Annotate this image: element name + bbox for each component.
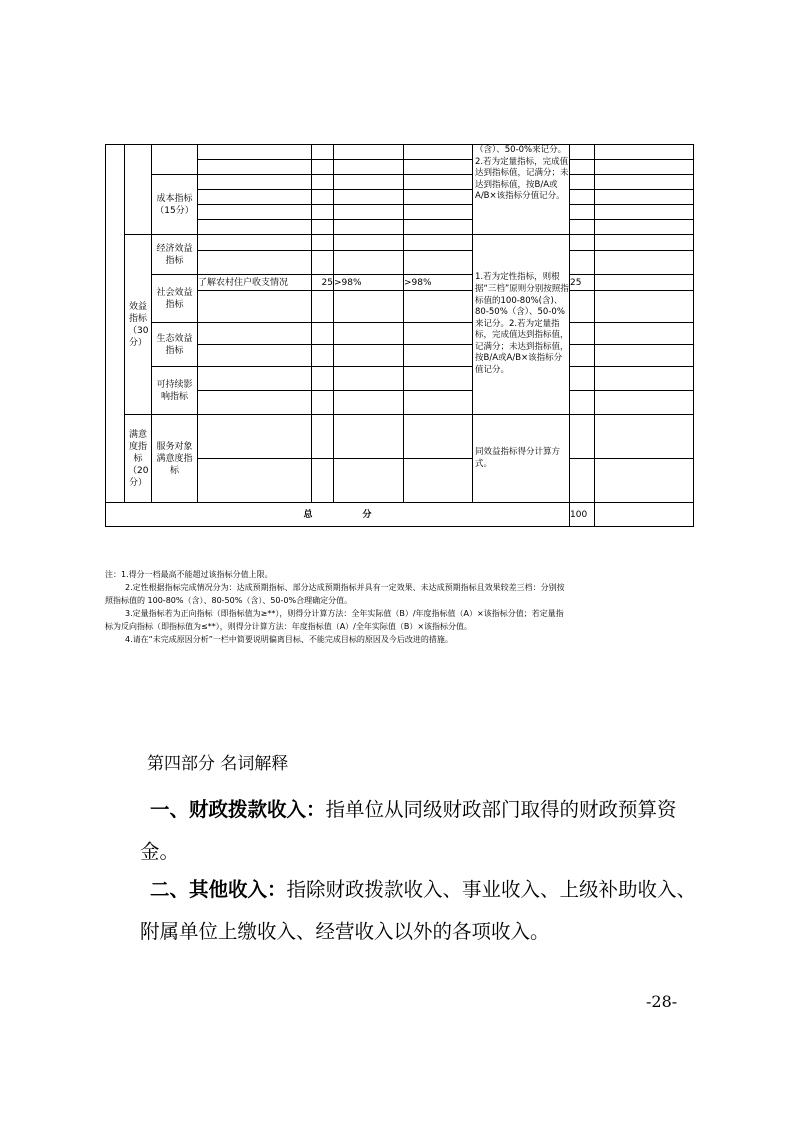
term-2: 二、其他收入：: [150, 878, 287, 901]
social-indicator-label: 社会效益指标: [152, 275, 198, 323]
social-indicator-score: 25: [570, 275, 595, 291]
subcategory-column: [125, 145, 152, 235]
social-indicator-target: >98%: [334, 275, 404, 291]
term-1-definition: 指单位从同级财政部门取得的财政预算资金。: [140, 798, 677, 863]
social-indicator-actual: >98%: [404, 275, 473, 291]
category-column: [106, 145, 125, 503]
term-2-definition: 指除财政拨款收入、事业收入、上级补助收入、附属单位上缴收入、经营收入以外的各项收入。: [140, 878, 697, 943]
effect-indicator-label: 效益指标（30分）: [125, 235, 152, 415]
satisfaction-indicator-label: 满意度指标（20分）: [125, 415, 152, 503]
scoring-note-effect: 1.若为定性指标，则根据“三档”原则分别按照指标值的100-80%(含)、80-50%（含）、50-0%来记分。2.若为定量指标，完成值达到指标值，记满分；未达到指标值，按B/A或A/B×该指标分值记分。: [473, 235, 570, 415]
cost-indicator-label: 成本指标（15分）: [152, 175, 198, 235]
scoring-note-satisfaction: 同效益指标得分计算方式。: [473, 415, 570, 503]
footnote-3a: 3.定量指标若为正向指标（即指标值为≥**），则得分计算方法：全年实际值（B）/年度指标值（A）×该指标分值；若定量指: [125, 609, 564, 618]
social-indicator-name: 了解农村住户收支情况: [198, 275, 312, 291]
ecological-indicator-label: 生态效益指标: [152, 323, 198, 367]
scoring-note-cost: （含）、50-0%来记分。2.若为定量指标，完成值达到指标值，记满分；未达到指标值，按B/A或A/B×该指标分值记分。: [473, 145, 570, 235]
term-paragraph-2: [140, 869, 700, 953]
footnote-2a: 2.定性根据指标完成情况分为：达成预期指标、部分达成预期指标并具有一定效果、未达成预期指标且效果较差三档：分别按: [125, 583, 565, 592]
total-label: 总 分: [106, 503, 570, 527]
service-satisfaction-label: 服务对象满意度指标: [152, 415, 198, 503]
economic-indicator-label: 经济效益指标: [152, 235, 198, 275]
term-paragraph-1: [140, 789, 700, 873]
footnote-1: 注：1.得分一档最高不能超过该指标分值上限。: [105, 570, 273, 579]
footnote-4: 4.请在“未完成原因分析”一栏中简要说明偏离目标、不能完成目标的原因及今后改进的措施。: [125, 635, 453, 644]
total-score: 100: [570, 503, 595, 527]
term-1: 一、财政拨款收入：: [150, 798, 326, 821]
table-footnotes: [105, 568, 705, 646]
performance-table: [105, 144, 693, 527]
sustainable-indicator-label: 可持续影响指标: [152, 367, 198, 415]
footnote-2b: 照指标值的 100-80%（含）、80-50%（含）、50-0%合理确定分值。: [105, 596, 353, 605]
social-indicator-weight: 25: [312, 275, 334, 291]
footnote-3b: 标为反向指标（即指标值为≤**），则得分计算方法：年度指标值（A）/全年实际值（B）×该指标分值。: [105, 622, 473, 631]
page-number: -28-: [646, 992, 678, 1011]
section-title: 第四部分 名词解释: [147, 754, 289, 774]
